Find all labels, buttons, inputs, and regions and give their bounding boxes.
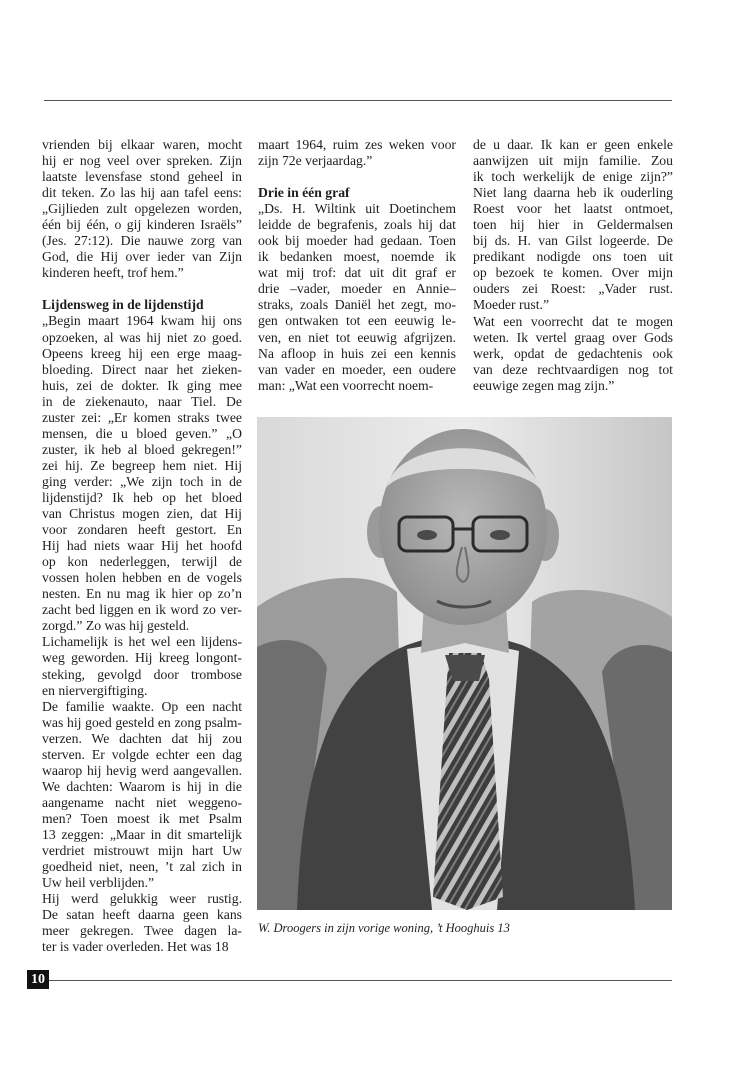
- text-line: maart 1964, ruim zes weken voor: [258, 137, 456, 152]
- text-line: „Begin maart 1964 kwam hij ons: [42, 313, 242, 329]
- text-line: van vader en moeder, een oudere: [258, 361, 456, 377]
- paragraph: [258, 201, 456, 394]
- text-line: Na afloop in huis zei een kennis: [258, 345, 456, 361]
- text-line: zijn 72e verjaardag.”: [258, 153, 373, 169]
- text-line: lijdenstijd? Ik heb op het bloed: [42, 489, 242, 505]
- text-line: leidde de begrafenis, zoals hij dat: [258, 217, 456, 233]
- text-line: werk, opdat de gedachtenis ook: [473, 345, 673, 361]
- text-line: straks, zoals Daniël het zegt, mo-: [258, 297, 456, 313]
- paragraph-gap: [258, 169, 456, 185]
- text-line: ven, en niet tot eeuwig afgrijzen.: [258, 329, 456, 345]
- text-line: Drie in één graf: [258, 185, 350, 201]
- text-line: ter is vader overleden. Het was 18: [42, 939, 229, 955]
- paragraph: [258, 137, 456, 169]
- text-line: Roest voor het laatst ontmoet,: [473, 201, 673, 217]
- text-line: eeuwige zegen mag zijn.”: [473, 377, 615, 393]
- text-line: wat mij trof: dat uit dit graf er: [258, 265, 456, 281]
- text-line: meer gekregen. Twee dagen la-: [42, 923, 242, 939]
- text-line: aangename nacht niet weggeno-: [42, 794, 242, 810]
- text-line: De satan heeft daarna geen kans: [42, 907, 242, 923]
- text-line: gen ontwaken tot een eeuwig le-: [258, 313, 456, 329]
- text-line: zorgd.” Zo was hij gesteld.: [42, 618, 190, 634]
- text-line: hij er nog veel over spreken. Zijn: [42, 153, 242, 169]
- text-line: Moeder rust.”: [473, 297, 550, 313]
- text-line: en niervergiftiging.: [42, 682, 148, 698]
- text-line: 13 zeggen: „Maar in dit smartelijk: [42, 826, 242, 842]
- paragraph: [42, 634, 242, 698]
- text-column-1: [42, 137, 242, 955]
- text-line: was hij goed gesteld en zong psalm-: [42, 714, 242, 730]
- text-line: vossen holen hebben en de vogels: [42, 570, 242, 586]
- text-line: verdriet mistrouwt mijn hart Uw: [42, 843, 242, 859]
- text-line: God, die Hij over ieder van Zijn: [42, 249, 242, 265]
- text-line: We dachten: Waarom is hij in die: [42, 778, 242, 794]
- text-line: van deze rechtvaardigen nog tot: [473, 361, 673, 377]
- text-line: toen hij hier in Geldermalsen: [473, 217, 673, 233]
- text-line: één bij één, o gij kinderen Israëls”: [42, 217, 242, 233]
- section-heading: [258, 185, 456, 201]
- text-line: „Gijlieden zult opgelezen worden,: [42, 201, 242, 217]
- text-line: Lichamelijk is het wel een lijdens-: [42, 634, 242, 650]
- paragraph: [473, 137, 673, 314]
- paragraph: [42, 137, 242, 281]
- text-column-3: [473, 137, 673, 394]
- text-line: op kon nederleggen, terwijl de: [42, 554, 242, 570]
- text-column-2: [258, 137, 456, 394]
- bottom-rule: [49, 980, 672, 981]
- portrait-photo: [257, 417, 672, 910]
- text-line: Niet lang daarna heb ik ouderling: [473, 185, 673, 201]
- top-rule: [44, 100, 672, 101]
- text-line: opzoeken, al was hij niet zo goed.: [42, 329, 242, 345]
- text-line: De familie waakte. Op een nacht: [42, 698, 242, 714]
- text-line: (Jes. 27:12). Die nauwe zorg van: [42, 233, 242, 249]
- text-line: Wat een voorrecht dat te mogen: [473, 313, 673, 329]
- text-line: verzen. We dachten dat hij zou: [42, 730, 242, 746]
- text-line: steking, gevolgd door trombose: [42, 666, 242, 682]
- text-line: waarop hij hevig werd aangevallen.: [42, 762, 242, 778]
- text-line: de u daar. Ik kan er geen enkele: [473, 137, 673, 152]
- paragraph: [42, 891, 242, 955]
- text-line: dit teken. Zo las hij aan tafel eens:: [42, 185, 242, 201]
- page-number: 10: [27, 970, 49, 989]
- text-line: predikant nodigde ons toen uit: [473, 249, 673, 265]
- text-line: in de ziekenauto, naar Tiel. De: [42, 393, 242, 409]
- text-line: men? Toen moest ik met Psalm: [42, 810, 242, 826]
- text-line: ging verder: „We zijn toch in de: [42, 473, 242, 489]
- text-line: aanwijzen uit mijn familie. Zou: [473, 153, 673, 169]
- section-heading: [42, 297, 242, 313]
- text-line: drie –vader, moeder en Annie–: [258, 281, 456, 297]
- text-line: ouders zei Roest: „Vader rust.: [473, 281, 673, 297]
- text-line: bloeding. Direct naar het zieken-: [42, 361, 242, 377]
- text-line: ook bij moeder had gedaan. Toen: [258, 233, 456, 249]
- text-line: op bezoek te komen. Over mijn: [473, 265, 673, 281]
- text-line: voor zondaren heeft gestort. En: [42, 522, 242, 538]
- text-line: zei hij. Ze begreep hem niet. Hij: [42, 457, 242, 473]
- paragraph-gap: [42, 281, 242, 297]
- text-line: bij ds. H. van Gilst logeerde. De: [473, 233, 673, 249]
- text-line: goedheid niet, neen, ’t zal zich in: [42, 859, 242, 875]
- text-line: Lijdensweg in de lijdenstijd: [42, 297, 204, 313]
- text-line: „Ds. H. Wiltink uit Doetinchem: [258, 201, 456, 217]
- text-line: zacht bed liggen en ik word zo ver-: [42, 602, 242, 618]
- paragraph: [42, 699, 242, 892]
- text-line: ik bedanken moest, noemde ik: [258, 249, 456, 265]
- text-line: van Christus mogen zien, dat Hij: [42, 506, 242, 522]
- text-line: huis, zei de dokter. Ik ging mee: [42, 377, 242, 393]
- paragraph: [42, 313, 242, 634]
- text-line: Opeens kreeg hij een erge maag-: [42, 345, 242, 361]
- text-line: mensen, die u bloed geven.” „O: [42, 425, 242, 441]
- text-line: sterven. Er volgde echter een dag: [42, 746, 242, 762]
- photo-caption: W. Droogers in zijn vorige woning, ’t Hooghuis 13: [258, 921, 510, 935]
- text-line: Hij werd gelukkig weer rustig.: [42, 891, 242, 907]
- text-line: Uw heil verblijden.”: [42, 875, 155, 891]
- text-line: Hij had niets waar Hij het hoofd: [42, 538, 242, 554]
- text-line: vrienden bij elkaar waren, mocht: [42, 137, 242, 152]
- text-line: zuster zei: „Er komen straks twee: [42, 409, 242, 425]
- text-line: man: „Wat een voorrecht noem-: [258, 377, 434, 393]
- text-line: weg geworden. Hij kreeg longont-: [42, 650, 242, 666]
- text-line: ik toch werkelijk de enige zijn?”: [473, 169, 673, 185]
- text-line: zuster, ik heb al bloed gekregen!”: [42, 441, 242, 457]
- text-line: weten. Ik vertel graag over Gods: [473, 329, 673, 345]
- text-line: kinderen heeft, trof hem.”: [42, 265, 184, 281]
- text-line: laatste levensfase stond geheel in: [42, 169, 242, 185]
- paragraph: [473, 314, 673, 394]
- text-line: nesten. En nu mag ik hier op zo’n: [42, 586, 242, 602]
